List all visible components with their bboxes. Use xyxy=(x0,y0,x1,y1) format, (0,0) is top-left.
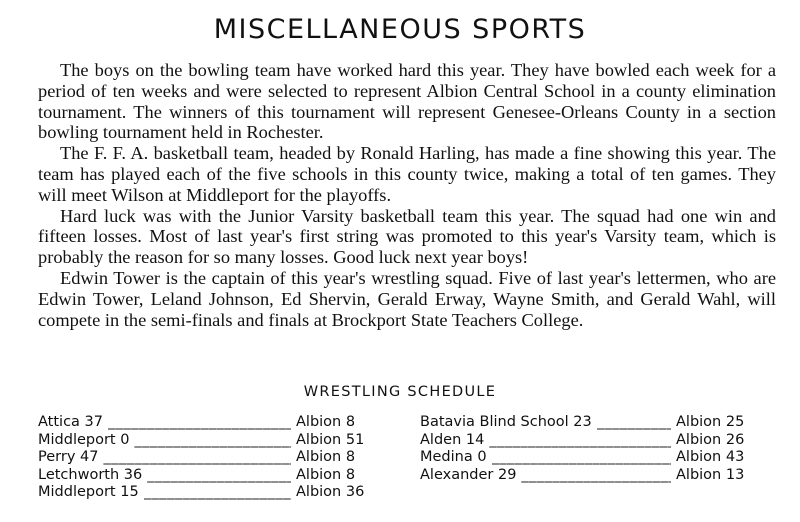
schedule-row xyxy=(38,484,378,502)
schedule-row xyxy=(420,432,760,450)
opponent-score: Middleport 0 xyxy=(38,431,130,448)
article-body xyxy=(38,60,776,330)
opponent-score: Attica 37 xyxy=(38,414,103,430)
schedule-row xyxy=(38,432,378,450)
albion-score: Albion 8 xyxy=(296,414,356,430)
albion-score: Albion 51 xyxy=(296,431,365,448)
schedule-right-column xyxy=(420,414,760,484)
opponent-score: Perry 47 xyxy=(38,449,99,466)
leader-dashes xyxy=(144,484,291,502)
paragraph-wrestling: Edwin Tower is the captain of this year's wrestling squad. Five of last year's lettermen, who are Edwin Tower, Leland Johnson, Ed Shervin, Gerald Erway, Wayne Smith, and Gerald Wahl, will compete in the semi-finals and finals at Brockport State Teachers College. xyxy=(38,267,776,330)
leader-dashes xyxy=(103,449,291,467)
schedule-left-column xyxy=(38,414,378,502)
schedule-row xyxy=(420,414,760,432)
opponent-score: Alexander 29 xyxy=(420,466,517,483)
paragraph-ffa-basketball: The F. F. A. basketball team, headed by Ronald Harling, has made a fine showing this year. The team has played each of the five schools in this county twice, making a total of ten games. They will meet Wilson at Middleport for the playoffs. xyxy=(38,143,776,205)
paragraph-bowling: The boys on the bowling team have worked hard this year. They have bowled each week for a period of ten weeks and were selected to represent Albion Central School in a county elimination tournament. The winners of this tournament will represent Genesee-Orleans County in a section bowling tournament held in Rochester. xyxy=(38,60,776,143)
opponent-score: Medina 0 xyxy=(420,449,487,466)
opponent-score: Middleport 15 xyxy=(38,484,139,501)
albion-score: Albion 43 xyxy=(676,449,745,466)
leader-dashes xyxy=(521,467,671,485)
opponent-score: Alden 14 xyxy=(420,431,485,448)
paragraph-jv-basketball: Hard luck was with the Junior Varsity basketball team this year. The squad had one win and fifteen losses. Most of last year's first string was promoted to this year's Varsity team, which is probably the reason for so many losses. Good luck next year boys! xyxy=(38,205,776,268)
leader-dashes xyxy=(489,432,671,450)
albion-score: Albion 13 xyxy=(676,466,745,483)
leader-dashes xyxy=(597,414,671,432)
page-title: MISCELLANEOUS SPORTS xyxy=(213,14,587,45)
schedule-title: WRESTLING SCHEDULE xyxy=(303,384,497,400)
leader-dashes xyxy=(108,414,291,432)
albion-score: Albion 25 xyxy=(676,414,745,430)
schedule-row xyxy=(38,467,378,485)
schedule-row xyxy=(420,449,760,467)
albion-score: Albion 36 xyxy=(296,484,365,501)
schedule-row xyxy=(38,414,378,432)
leader-dashes xyxy=(134,432,291,450)
schedule-row xyxy=(38,449,378,467)
albion-score: Albion 8 xyxy=(296,466,356,483)
leader-dashes xyxy=(492,449,671,467)
opponent-score: Batavia Blind School 23 xyxy=(420,414,592,430)
leader-dashes xyxy=(147,467,291,485)
albion-score: Albion 26 xyxy=(676,431,745,448)
schedule-row xyxy=(420,467,760,485)
albion-score: Albion 8 xyxy=(296,449,356,466)
opponent-score: Letchworth 36 xyxy=(38,466,143,483)
